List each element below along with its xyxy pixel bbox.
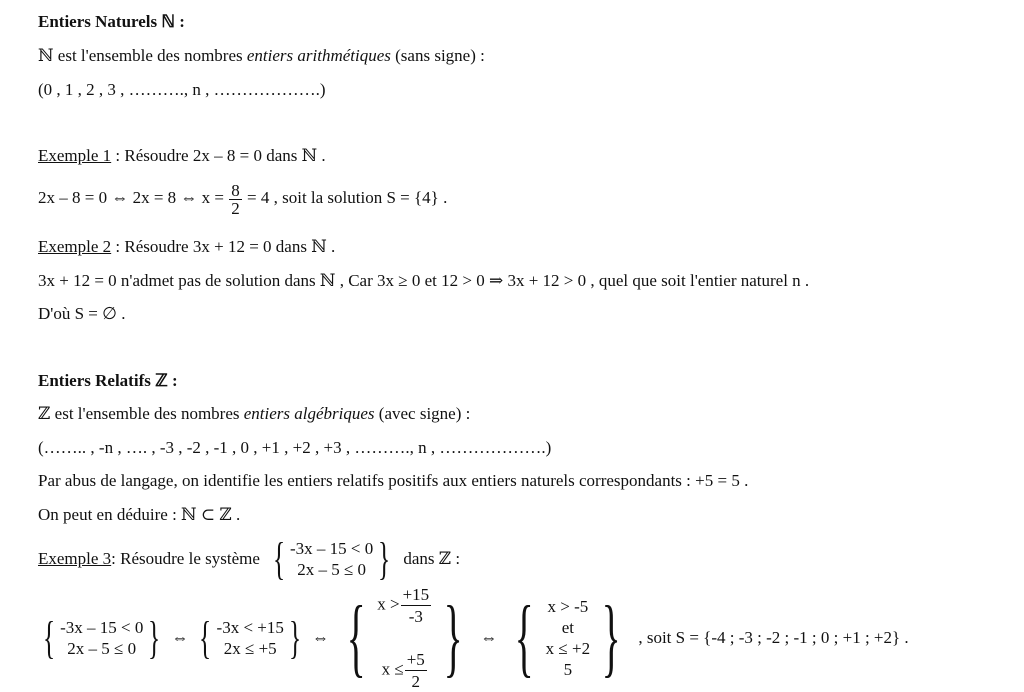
example-1-statement <box>38 146 326 166</box>
left-brace-icon: { <box>199 612 212 663</box>
example-1-label: Exemple 1 <box>38 146 112 165</box>
left-brace-icon: { <box>42 612 56 663</box>
naturels-definition <box>38 46 485 66</box>
equivalence-symbol: ⇔ <box>171 628 189 647</box>
def-emph: entiers arithmétiques <box>246 46 391 65</box>
ex1-step1: 2x – 8 = 0 ⇔ 2x = 8 ⇔ x = <box>38 188 225 207</box>
example-2-reason: 3x + 12 = 0 n'admet pas de solution dans ℕ , Car 3x ≥ 0 et 12 > 0 ⇒ 3x + 12 > 0 , quel que soit l'entier naturel n . <box>38 271 810 290</box>
ex1-step2: = 4 , soit la solution S = {4} . <box>247 188 448 207</box>
right-brace-icon: } <box>443 589 463 686</box>
right-brace-icon: } <box>148 612 161 663</box>
def-text: ℕ est l'ensemble des nombres <box>38 46 247 65</box>
left-brace-icon: { <box>346 589 366 686</box>
equivalence-symbol: ⇔ <box>480 628 498 647</box>
relatifs-definition <box>38 404 470 424</box>
system-step-2: { -3x < +15 2x ≤ +5 } <box>199 612 301 663</box>
def-text-end: (avec signe) : <box>374 404 471 423</box>
naturels-list: (0 , 1 , 2 , 3 , ………., n , ……………….) <box>38 80 326 99</box>
fraction-8-over-2: $\frac{8}{2}$ <box>231 180 240 218</box>
relatifs-inclusion: On peut en déduire : ℕ ⊂ ℤ . <box>38 505 241 524</box>
system-step-4: { x > -5 et x ≤ +2 5 } <box>515 589 621 686</box>
example-3-text: : Résoudre le système <box>111 549 260 568</box>
example-3-resolution <box>38 585 909 691</box>
section-title-relatifs: Entiers Relatifs ℤ : <box>38 371 178 390</box>
example-1-solution <box>38 180 447 217</box>
relatifs-abus: Par abus de langage, on identifie les entiers relatifs positifs aux entiers naturels correspondants : +5 = 5 . <box>38 471 749 490</box>
def-text: ℤ est l'ensemble des nombres <box>38 404 244 423</box>
left-brace-icon: { <box>515 589 535 686</box>
section-title-naturels: Entiers Naturels ℕ : <box>38 12 185 31</box>
example-3-solution: , soit S = {-4 ; -3 ; -2 ; -1 ; 0 ; +1 ; +2} . <box>638 628 909 647</box>
def-text-end: (sans signe) : <box>390 46 485 65</box>
relatifs-list: (…….. , -n , …. , -3 , -2 , -1 , 0 , +1 , +2 , +3 , ………., n , ……………….) <box>38 438 552 457</box>
left-brace-icon: { <box>272 533 286 584</box>
system-step-3: { x > $\frac{+15}{-3}$ x ≤ $\frac{+5}{2}$ } <box>346 585 463 691</box>
example-2-text: : Résoudre 3x + 12 = 0 dans ℕ . <box>111 237 336 256</box>
example-3-statement <box>38 533 461 584</box>
system-inline: { -3x – 15 < 0 2x – 5 ≤ 0 } <box>272 533 391 584</box>
example-2-statement <box>38 237 335 257</box>
def-emph: entiers algébriques <box>243 404 375 423</box>
right-brace-icon: } <box>378 533 391 584</box>
right-brace-icon: } <box>601 589 621 686</box>
example-2-conclusion: D'où S = ∅ . <box>38 304 126 323</box>
example-2-label: Exemple 2 <box>38 237 112 256</box>
example-1-text: : Résoudre 2x – 8 = 0 dans ℕ . <box>111 146 326 165</box>
equivalence-symbol: ⇔ <box>311 628 329 647</box>
example-3-label: Exemple 3 <box>38 549 112 568</box>
example-3-domain: dans ℤ : <box>403 549 461 568</box>
system-step-1: { -3x – 15 < 0 2x – 5 ≤ 0 } <box>42 612 161 663</box>
right-brace-icon: } <box>288 612 301 663</box>
